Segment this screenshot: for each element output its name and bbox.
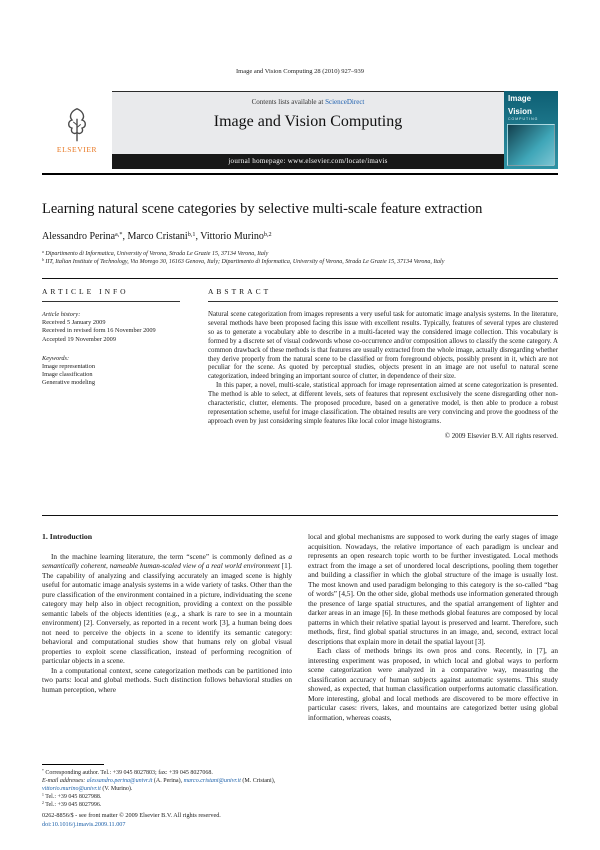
footnote-text: Corresponding author. Tel.: +39 045 8027803; fax: +39 045 8027068.	[43, 770, 213, 776]
body-column-left	[42, 532, 292, 722]
author-affiliation-marker: a,*	[115, 231, 123, 239]
abstract-column	[194, 279, 558, 505]
issn-copyright-line: 0262-8856/$ - see front matter © 2009 Elsevier B.V. All rights reserved.	[42, 812, 221, 819]
author-name-text: Alessandro Perina	[42, 231, 116, 242]
author-name	[200, 231, 271, 242]
paragraph-italic-text: a semantically coherent, nameable human-scaled view of a real world environment	[42, 551, 292, 570]
footnote-marker: *	[42, 769, 44, 774]
affiliation-marker: b	[42, 258, 44, 263]
author-separator: ,	[195, 231, 201, 242]
affiliation-line	[42, 250, 558, 258]
corresponding-author-footnote	[42, 769, 294, 777]
journal-cover-thumbnail	[504, 91, 558, 169]
affiliation-marker: a	[42, 250, 44, 255]
masthead-center	[112, 91, 504, 169]
sciencedirect-link[interactable]: ScienceDirect	[325, 98, 365, 106]
cover-title-line1: Image	[508, 94, 532, 103]
history-item: Received in revised form 16 November 2009	[42, 327, 156, 335]
article-history-label: Article history:	[42, 311, 81, 318]
email-addresses-label: E-mail addresses:	[42, 778, 87, 784]
elsevier-logo	[42, 91, 112, 169]
cover-image	[507, 124, 555, 166]
keywords-list	[42, 363, 180, 388]
imprint-block	[42, 812, 221, 829]
article-title: Learning natural scene categories by selective multi-scale feature extraction	[42, 201, 483, 217]
keyword-item: Generative modeling	[42, 379, 95, 387]
section-heading-introduction: 1. Introduction	[42, 532, 93, 541]
author-affiliation-marker: b,1	[187, 231, 196, 239]
email-owner: (V. Murino).	[100, 786, 133, 792]
affiliation-text: Dipartimento di Informatica, University of Verona, Strada Le Grazie 15, 37134 Verona, Italy	[45, 251, 269, 257]
paragraph-text: [1]. The capability of analyzing and classifying accurately an imaged scene is highly useful for automatic image analysis systems in a wide variety of tasks. Other than the pure classification of the environment contained in a picture, individuating the scene category may help also in object recognition, providing a context on the possible semantic labels of the objects identities (e.g., a shark is rare to see in a mountain environment) [2]. Conversely, as reported in a recent work [3], a human being does not need to perceive the objects in a scene to identify its semantic category: behavioral and computational studies show that humans rely on global visual properties to exploit scene classification, instead of performing recognition of particular objects in a scene.	[42, 561, 292, 665]
author-name	[42, 231, 127, 242]
telephone-footnote	[42, 801, 294, 809]
affiliations	[42, 250, 558, 266]
body-paragraph	[42, 552, 292, 666]
author-list	[42, 231, 558, 242]
email-owner: (M. Cristani),	[240, 778, 276, 784]
keyword-item: Image classification	[42, 371, 93, 379]
email-link[interactable]: marco.cristani@univr.it	[183, 778, 241, 784]
article-info-abstract-block	[42, 278, 558, 516]
author-separator: ,	[122, 231, 128, 242]
keywords-label: Keywords:	[42, 354, 70, 362]
body-column-right	[308, 532, 558, 722]
journal-title: Image and Vision Computing	[213, 113, 403, 130]
footnote-marker: 2	[42, 801, 44, 806]
elsevier-wordmark: ELSEVIER	[56, 144, 98, 154]
history-item: Accepted 19 November 2009	[42, 335, 116, 343]
article-info-column	[42, 279, 194, 505]
doi-link[interactable]: doi:10.1016/j.imavis.2009.11.007	[42, 820, 126, 828]
article-history-list	[42, 319, 180, 344]
body-paragraph: Each class of methods brings its own pros and cons. Recently, in [7], an interesting experiment was proposed, in which local and global ways to perform scene categorization were analyzed in a comparative way, measuring the classification accuracy of human subjects against automatic systems. This study showed, as expected, that human classification outperforms automatic classification. More interesting, global and local methods are discovered to be more effective in particular cases: rivers, lakes, and mountains are categorized better using global information, whereas coasts,	[308, 646, 558, 722]
footnote-text: Tel.: +39 045 8027988.	[43, 794, 102, 800]
abstract-paragraph: In this paper, a novel, multi-scale, statistical approach for image representation aimed at scene categorization is presented. The method is able to select, at different levels, sets of features that represent exclusively the scene disregarding other non-characteristic, clutter, elements. The proposed procedure, based on a generative model, is then able to produce a robust representation scheme, useful for image classification. The obtained results are very convincing and prove the goodness of the approach even by just considering simple features like local color image histograms.	[208, 382, 558, 425]
telephone-footnote	[42, 793, 294, 801]
footnote-marker: 1	[42, 793, 44, 798]
abstract-paragraph: Natural scene categorization from images represents a very useful task for automatic image analysis systems. In the literature, several methods have been proposed facing this issue with excellent results. Typically, features of several types are clustered so as to generate a vocabulary able to describe in a multi-faceted way the considered image collection. This vocabulary is formed by a discrete set of visual codewords whose co-occurrence and/or composition allows to classify the scene category. A common drawback of these methods is that features are usually extracted from the whole image, actually disregarding whether they derive properly from the natural scene to be classified or from foreground objects, possibly present in it, which are not peculiar for the scene. As quoted by perceptual studies, objects present in an image are not useful to natural scene categorization, indeed bringing an important source of clutter, in dependence of their size.	[208, 311, 558, 381]
cover-title-line2: Vision	[508, 106, 532, 116]
journal-homepage-link[interactable]: journal homepage: www.elsevier.com/locate/imavis	[112, 154, 504, 169]
footnote-separator-rule	[42, 764, 104, 765]
masthead-divider-rule	[42, 173, 558, 175]
contents-line	[112, 92, 504, 106]
keyword-item: Image representation	[42, 363, 95, 371]
affiliation-text: IIT, Italian Institute of Technology, Via Morego 30, 16163 Genova, Italy; Dipartimento di Informatica, University of Verona, Strada Le Grazie 15, 37134 Verona, Italy	[45, 259, 445, 265]
affiliation-line	[42, 258, 558, 266]
article-info-heading: ARTICLE INFO	[42, 279, 180, 302]
author-name-text: Vittorio Murino	[200, 231, 264, 242]
history-item: Received 5 January 2009	[42, 319, 106, 327]
author-name	[127, 231, 200, 242]
contents-line-prefix: Contents lists available at	[251, 98, 326, 106]
copyright-line: © 2009 Elsevier B.V. All rights reserved.	[444, 432, 558, 440]
abstract-heading: ABSTRACT	[208, 279, 558, 302]
email-addresses-footnote	[42, 777, 294, 793]
author-name-text: Marco Cristani	[127, 231, 188, 242]
email-link[interactable]: vittorio.murino@univr.it	[42, 786, 101, 792]
elsevier-tree-icon	[62, 107, 92, 143]
footnotes-block	[42, 764, 294, 809]
author-affiliation-marker: b,2	[263, 231, 272, 239]
paragraph-text: In the machine learning literature, the term “scene” is commonly defined as	[51, 551, 289, 561]
email-owner: (A. Perina),	[152, 778, 184, 784]
footnote-text: Tel.: +39 045 8027996.	[43, 802, 102, 808]
body-text-columns	[42, 532, 558, 722]
journal-masthead	[42, 91, 558, 169]
cover-title-line3: COMPUTING	[508, 117, 539, 121]
email-link[interactable]: alessandro.perina@univr.it	[86, 778, 153, 784]
body-paragraph: In a computational context, scene categorization methods can be partitioned into two parts: local and global methods. Such distinction follows behavioral studies on human perception, where	[42, 665, 292, 694]
body-paragraph: local and global mechanisms are supposed to work during the early stages of image acquisition. Nowadays, the relative importance of each paradigm is unclear and represents an open research topic worth to be further investigated. Local methods extract from the image a set of unordered local descriptions, pooling them together and building a classifier in which the global structure of the image is usually lost. The most known and used paradigm belonging to this category is the so-called “bag of words” [4,5]. On the other side, global methods use information generated through the presence of large spatial structures, and the spatial arrangement of lighter and darker areas in an image [6]. In these methods global features are composed by local patterns in which their relative spatial layout is preserved and learnt. Therefore, such methods, first, find global spatial structures in an image, and, second, extract local descriptions that explain more in detail the spatial layout [3].	[308, 532, 558, 646]
journal-citation-line: Image and Vision Computing 28 (2010) 927–939	[235, 68, 365, 75]
